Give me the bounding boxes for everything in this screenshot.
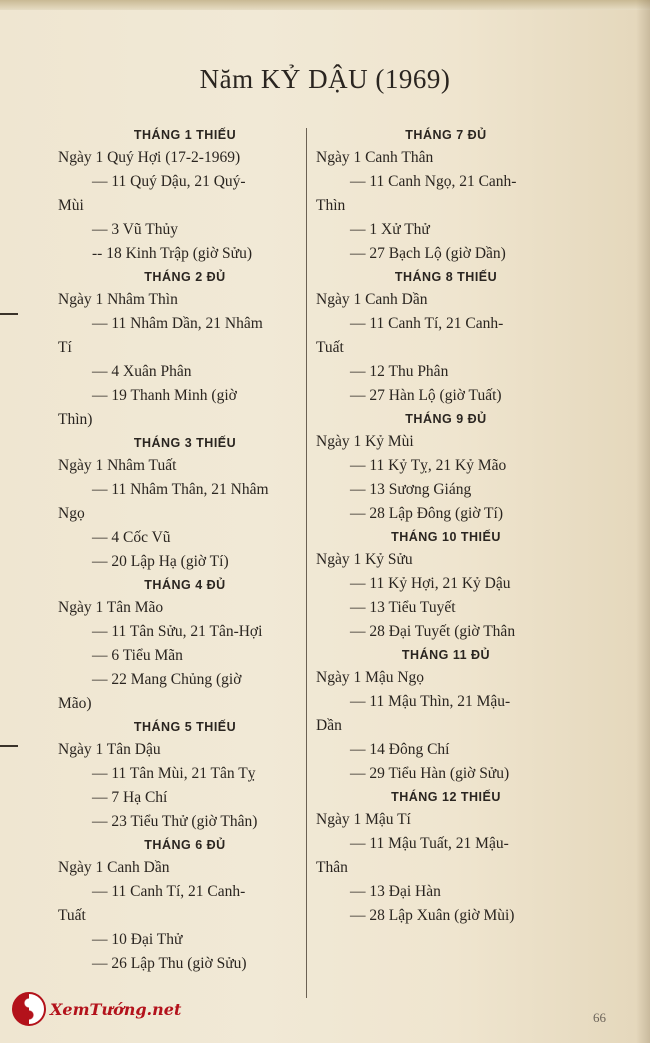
calendar-entry: — 11 Nhâm Thân, 21 Nhâm: [92, 481, 269, 498]
right-column: [316, 124, 562, 928]
calendar-entry: — 11 Mậu Thìn, 21 Mậu-: [350, 693, 511, 710]
page-number: 66: [593, 1010, 606, 1025]
calendar-line: Ngày 1 Nhâm Tuất: [58, 457, 177, 474]
watermark-logo[interactable]: [12, 992, 181, 1026]
calendar-entry: — 11 Tân Mùi, 21 Tân Tỵ: [92, 765, 256, 782]
calendar-entry: — 27 Hàn Lộ (giờ Tuất): [350, 387, 502, 404]
calendar-line: Ngày 1 Canh Dần: [58, 859, 170, 876]
calendar-entry: -- 18 Kinh Trập (giờ Sửu): [92, 245, 252, 262]
calendar-entry: — 27 Bạch Lộ (giờ Dần): [350, 245, 506, 262]
calendar-line: Ngọ: [58, 505, 85, 522]
yin-yang-icon: [12, 992, 46, 1026]
calendar-entry: — 20 Lập Hạ (giờ Tí): [92, 553, 229, 570]
calendar-entry: — 23 Tiểu Thử (giờ Thân): [92, 813, 258, 830]
calendar-entry: — 19 Thanh Minh (giờ: [92, 387, 237, 404]
month-heading: THÁNG 11 ĐỦ: [401, 648, 491, 662]
month-heading: THÁNG 2 ĐỦ: [144, 270, 226, 284]
month-heading: THÁNG 3 THIẾU: [133, 436, 237, 450]
month-heading: THÁNG 10 THIẾU: [391, 530, 501, 544]
calendar-line: Ngày 1 Tân Mão: [58, 599, 164, 616]
calendar-line: Dần: [316, 717, 342, 734]
column-divider: [306, 128, 307, 998]
calendar-entry: — 11 Nhâm Dần, 21 Nhâm: [92, 315, 263, 332]
calendar-entry: — 13 Đại Hàn: [350, 883, 441, 900]
month-heading: THÁNG 5 THIẾU: [133, 720, 237, 734]
page-title: Năm KỶ DẬU (1969): [199, 64, 451, 94]
month-heading: THÁNG 7 ĐỦ: [405, 128, 487, 142]
month-heading: THÁNG 6 ĐỦ: [144, 838, 226, 852]
calendar-line: Ngày 1 Kỷ Sửu: [316, 551, 413, 568]
calendar-entry: — 10 Đại Thử: [92, 931, 183, 948]
calendar-line: Ngày 1 Quý Hợi (17-2-1969): [58, 149, 241, 166]
calendar-line: Ngày 1 Nhâm Thìn: [58, 291, 178, 308]
left-column: [58, 124, 298, 976]
calendar-entry: — 11 Mậu Tuất, 21 Mậu-: [350, 835, 509, 852]
calendar-entry: — 4 Xuân Phân: [92, 363, 192, 380]
calendar-line: Tí: [58, 339, 72, 356]
calendar-line: Tuất: [58, 907, 86, 924]
calendar-entry: — 22 Mang Chủng (giờ: [92, 671, 242, 688]
calendar-line: Thân: [316, 859, 348, 876]
calendar-entry: — 13 Tiểu Tuyết: [350, 599, 456, 616]
page-top-edge: [0, 0, 650, 10]
calendar-line: Thìn): [58, 411, 93, 428]
calendar-entry: — 11 Tân Sửu, 21 Tân-Hợi: [92, 623, 263, 640]
watermark-text: XemTướng.net: [50, 999, 182, 1019]
month-heading: THÁNG 9 ĐỦ: [405, 412, 487, 426]
calendar-entry: — 28 Lập Đông (giờ Tí): [350, 505, 503, 522]
calendar-line: Ngày 1 Mậu Ngọ: [316, 669, 425, 686]
calendar-entry: — 11 Kỷ Hợi, 21 Kỷ Dậu: [350, 575, 511, 592]
calendar-entry: — 13 Sương Giáng: [350, 481, 472, 498]
calendar-entry: — 11 Canh Ngọ, 21 Canh-: [350, 173, 517, 190]
calendar-entry: — 28 Lập Xuân (giờ Mùi): [350, 907, 515, 924]
month-heading: THÁNG 4 ĐỦ: [144, 578, 226, 592]
calendar-line: Ngày 1 Kỷ Mùi: [316, 433, 414, 450]
margin-mark: [0, 745, 18, 747]
calendar-line: Ngày 1 Tân Dậu: [58, 741, 161, 758]
calendar-entry: — 29 Tiểu Hàn (giờ Sửu): [350, 765, 510, 782]
calendar-entry: — 1 Xử Thử: [350, 221, 430, 238]
calendar-entry: — 26 Lập Thu (giờ Sửu): [92, 955, 247, 972]
calendar-line: Tuất: [316, 339, 344, 356]
calendar-line: Thìn: [316, 197, 346, 214]
calendar-entry: — 12 Thu Phân: [350, 363, 449, 380]
calendar-entry: — 11 Canh Tí, 21 Canh-: [350, 315, 504, 332]
calendar-entry: — 14 Đông Chí: [350, 741, 450, 758]
calendar-entry: — 11 Quý Dậu, 21 Quý-: [92, 173, 246, 190]
margin-mark: [0, 313, 18, 315]
month-heading: THÁNG 8 THIẾU: [394, 270, 498, 284]
calendar-entry: — 7 Hạ Chí: [92, 789, 168, 806]
calendar-entry: — 28 Đại Tuyết (giờ Thân: [350, 623, 516, 640]
calendar-line: Mão): [58, 695, 92, 712]
calendar-entry: — 11 Canh Tí, 21 Canh-: [92, 883, 246, 900]
calendar-line: Ngày 1 Canh Thân: [316, 149, 434, 166]
calendar-entry: — 4 Cốc Vũ: [92, 529, 171, 546]
calendar-line: Mùi: [58, 197, 84, 214]
calendar-entry: — 6 Tiểu Mãn: [92, 647, 183, 664]
calendar-line: Ngày 1 Canh Dần: [316, 291, 428, 308]
calendar-entry: — 3 Vũ Thủy: [92, 221, 178, 238]
month-heading: THÁNG 12 THIẾU: [391, 790, 501, 804]
page-fold-shadow: [636, 0, 650, 1043]
month-heading: THÁNG 1 THIẾU: [133, 128, 237, 142]
calendar-entry: — 11 Kỷ Tỵ, 21 Kỷ Mão: [350, 457, 507, 474]
calendar-line: Ngày 1 Mậu Tí: [316, 811, 411, 828]
